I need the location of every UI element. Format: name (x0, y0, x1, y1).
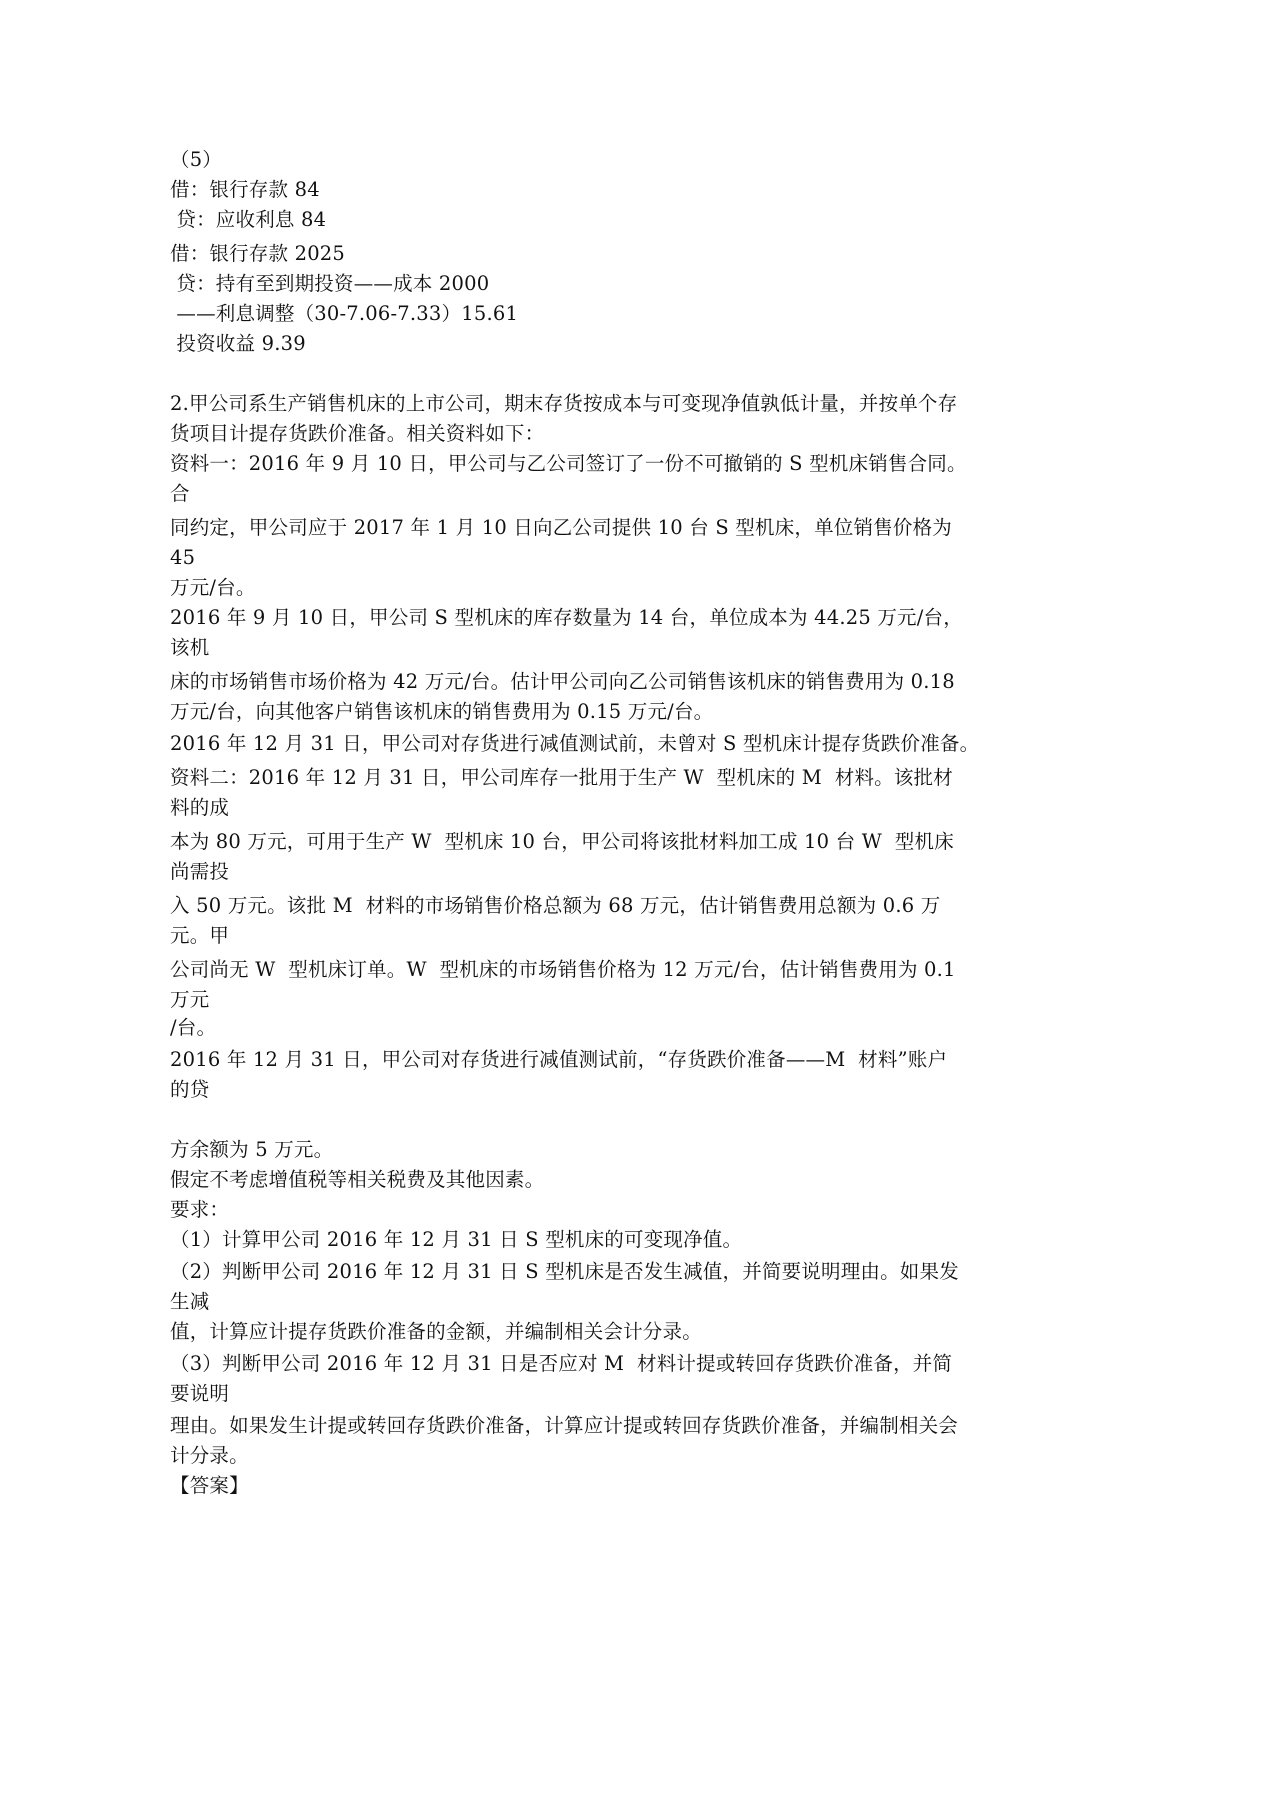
text-line: 元。甲 (170, 924, 230, 947)
text-line: 计分录。 (170, 1444, 249, 1467)
text-line: 本为 80 万元，可用于生产 W 型机床 10 台，甲公司将该批材料加工成 10 台 W 型机床 (170, 830, 954, 853)
text-line: 合 (170, 482, 190, 505)
text-line: 要求： (170, 1198, 230, 1221)
text-line: （1）计算甲公司 2016 年 12 月 31 日 S 型机床的可变现净值。 (170, 1228, 743, 1251)
text-line: 2016 年 12 月 31 日，甲公司对存货进行减值测试前，“存货跌价准备——M 材料”账户 (170, 1048, 948, 1071)
text-line: 2016 年 12 月 31 日，甲公司对存货进行减值测试前，未曾对 S 型机床计提存货跌价准备。 (170, 732, 980, 755)
text-line: 2.甲公司系生产销售机床的上市公司，期末存货按成本与可变现净值孰低计量，并按单个存 (170, 392, 958, 415)
text-line: /台。 (170, 1016, 217, 1039)
text-line: （2）判断甲公司 2016 年 12 月 31 日 S 型机床是否发生减值，并简要说明理由。如果发 (170, 1260, 959, 1283)
text-line: 同约定，甲公司应于 2017 年 1 月 10 日向乙公司提供 10 台 S 型机床，单位销售价格为 (170, 516, 953, 539)
text-line: 入 50 万元。该批 M 材料的市场销售价格总额为 68 万元，估计销售费用总额为 0.6 万 (170, 894, 941, 917)
text-line: 万元 (170, 988, 210, 1011)
text-line: 生减 (170, 1290, 210, 1313)
text-line: （5） (170, 148, 223, 171)
text-line: 万元/台，向其他客户销售该机床的销售费用为 0.15 万元/台。 (170, 700, 714, 723)
text-line: 【答案】 (170, 1474, 249, 1497)
text-line: 资料二：2016 年 12 月 31 日，甲公司库存一批用于生产 W 型机床的 M 材料。该批材 (170, 766, 953, 789)
text-line: 该机 (170, 636, 210, 659)
text-line: ——利息调整（30-7.06-7.33）15.61 (170, 302, 519, 325)
text-line: 理由。如果发生计提或转回存货跌价准备，计算应计提或转回存货跌价准备，并编制相关会 (170, 1414, 959, 1437)
text-line: 货项目计提存货跌价准备。相关资料如下： (170, 422, 545, 445)
text-line: 2016 年 9 月 10 日，甲公司 S 型机床的库存数量为 14 台，单位成本为 44.25 万元/台， (170, 606, 963, 629)
text-line: 的贷 (170, 1078, 210, 1101)
text-line: 要说明 (170, 1382, 230, 1405)
text-line: 贷：应收利息 84 (170, 208, 327, 231)
text-line: 假定不考虑增值税等相关税费及其他因素。 (170, 1168, 545, 1191)
text-line: 床的市场销售市场价格为 42 万元/台。估计甲公司向乙公司销售该机床的销售费用为 0.18 (170, 670, 955, 693)
text-line: 45 (170, 546, 196, 569)
text-line: 值，计算应计提存货跌价准备的金额，并编制相关会计分录。 (170, 1320, 702, 1343)
text-line: 借：银行存款 2025 (170, 242, 346, 265)
text-line: （3）判断甲公司 2016 年 12 月 31 日是否应对 M 材料计提或转回存货跌价准备，并简 (170, 1352, 953, 1375)
text-line: 公司尚无 W 型机床订单。W 型机床的市场销售价格为 12 万元/台，估计销售费用为 0.1 (170, 958, 956, 981)
text-line: 投资收益 9.39 (170, 332, 306, 355)
text-line: 资料一：2016 年 9 月 10 日，甲公司与乙公司签订了一份不可撤销的 S 型机床销售合同。 (170, 452, 967, 475)
text-line: 借：银行存款 84 (170, 178, 320, 201)
text-line: 方余额为 5 万元。 (170, 1138, 334, 1161)
text-line: 贷：持有至到期投资——成本 2000 (170, 272, 490, 295)
text-line: 尚需投 (170, 860, 230, 883)
text-line: 万元/台。 (170, 576, 256, 599)
text-line: 料的成 (170, 796, 230, 819)
